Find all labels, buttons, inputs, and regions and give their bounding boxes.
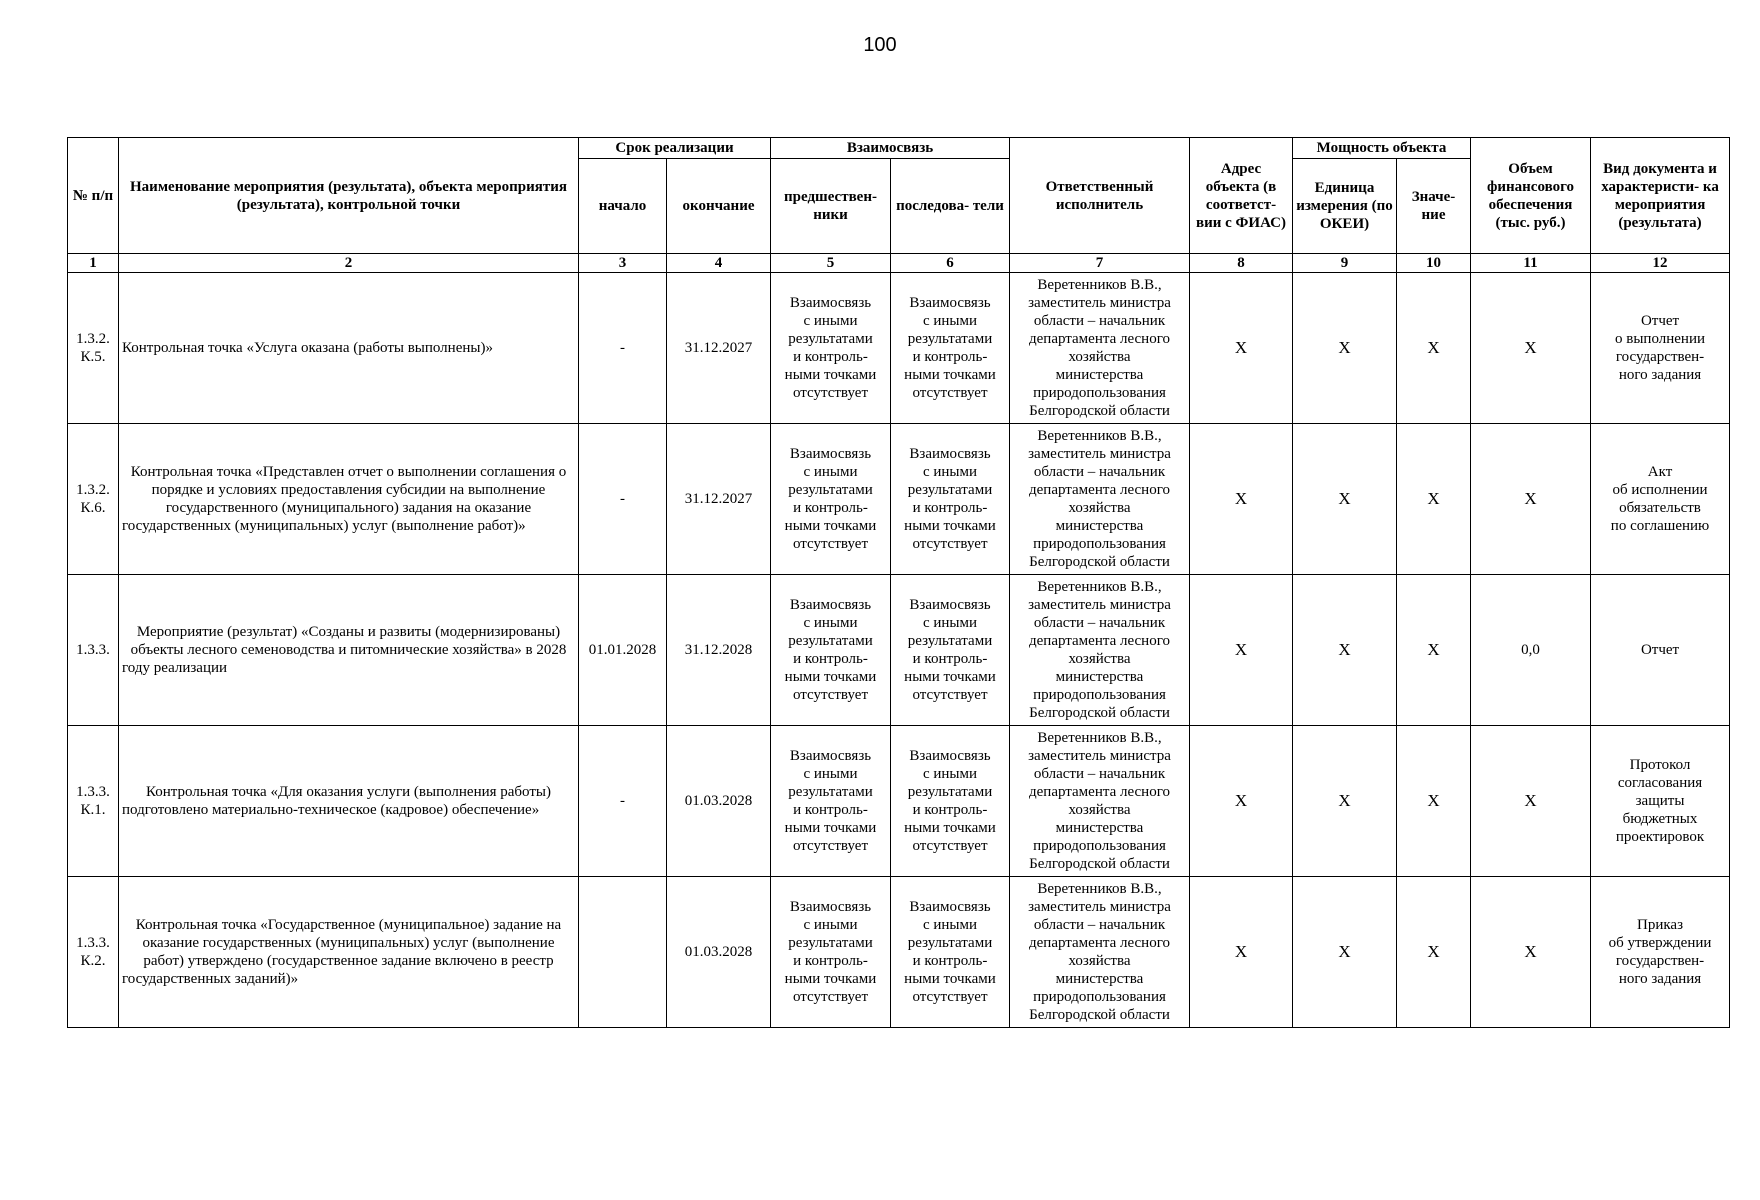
cell-name: Контрольная точка «Государственное (муниципальное) задание на оказание государственных (муниципальных) услуг (выполнение работ) утверждено (государственное задание включено в реестр государственных заданий)»	[119, 877, 579, 1028]
header-group-capacity: Мощность объекта	[1293, 138, 1471, 159]
cell-value: X	[1397, 424, 1471, 575]
cell-end: 31.12.2027	[667, 273, 771, 424]
column-number: 4	[667, 254, 771, 273]
cell-volume: X	[1471, 726, 1591, 877]
column-number: 7	[1010, 254, 1190, 273]
cell-successors: Взаимосвязь с иными результатами и контроль- ными точками отсутствует	[891, 575, 1010, 726]
cell-doc: Акт об исполнении обязательств по соглашению	[1591, 424, 1730, 575]
column-number: 10	[1397, 254, 1471, 273]
cell-volume: X	[1471, 424, 1591, 575]
cell-num: 1.3.2. К.5.	[68, 273, 119, 424]
column-number: 12	[1591, 254, 1730, 273]
table-row	[68, 575, 1730, 726]
cell-address: X	[1190, 726, 1293, 877]
cell-doc: Отчет о выполнении государствен- ного задания	[1591, 273, 1730, 424]
header-responsible: Ответственный исполнитель	[1010, 138, 1190, 254]
cell-successors: Взаимосвязь с иными результатами и контроль- ными точками отсутствует	[891, 424, 1010, 575]
cell-end: 31.12.2027	[667, 424, 771, 575]
cell-name: Контрольная точка «Услуга оказана (работы выполнены)»	[119, 273, 579, 424]
cell-doc: Отчет	[1591, 575, 1730, 726]
header-num: № п/п	[68, 138, 119, 254]
cell-predecessors: Взаимосвязь с иными результатами и контроль- ными точками отсутствует	[771, 877, 891, 1028]
cell-volume: 0,0	[1471, 575, 1591, 726]
cell-unit: X	[1293, 726, 1397, 877]
header-address: Адрес объекта (в соответст- вии с ФИАС)	[1190, 138, 1293, 254]
cell-num: 1.3.3.	[68, 575, 119, 726]
cell-unit: X	[1293, 575, 1397, 726]
header-start: начало	[579, 159, 667, 254]
cell-start	[579, 877, 667, 1028]
column-number: 8	[1190, 254, 1293, 273]
cell-name: Мероприятие (результат) «Созданы и развиты (модернизированы) объекты лесного семеноводства и питомнические хозяйства» в 2028 году реализации	[119, 575, 579, 726]
cell-start: 01.01.2028	[579, 575, 667, 726]
cell-num: 1.3.2. К.6.	[68, 424, 119, 575]
cell-successors: Взаимосвязь с иными результатами и контроль- ными точками отсутствует	[891, 877, 1010, 1028]
table-row	[68, 726, 1730, 877]
cell-address: X	[1190, 273, 1293, 424]
cell-end: 31.12.2028	[667, 575, 771, 726]
column-number: 2	[119, 254, 579, 273]
plan-table	[67, 137, 1730, 1028]
cell-unit: X	[1293, 424, 1397, 575]
cell-doc: Приказ об утверждении государствен- ного задания	[1591, 877, 1730, 1028]
cell-unit: X	[1293, 273, 1397, 424]
cell-start: -	[579, 424, 667, 575]
header-name: Наименование мероприятия (результата), объекта мероприятия (результата), контрольной точки	[119, 138, 579, 254]
cell-predecessors: Взаимосвязь с иными результатами и контроль- ными точками отсутствует	[771, 575, 891, 726]
cell-name: Контрольная точка «Для оказания услуги (выполнения работы) подготовлено материально-техническое (кадровое) обеспечение»	[119, 726, 579, 877]
cell-num: 1.3.3. К.2.	[68, 877, 119, 1028]
cell-responsible: Веретенников В.В., заместитель министра области – начальник департамента лесного хозяйства министерства природопользования Белгородской области	[1010, 575, 1190, 726]
header-volume: Объем финансового обеспечения (тыс. руб.)	[1471, 138, 1591, 254]
cell-start: -	[579, 273, 667, 424]
cell-end: 01.03.2028	[667, 877, 771, 1028]
cell-value: X	[1397, 575, 1471, 726]
header-predecessors: предшествен- ники	[771, 159, 891, 254]
header-group-link: Взаимосвязь	[771, 138, 1010, 159]
column-number: 5	[771, 254, 891, 273]
cell-num: 1.3.3. К.1.	[68, 726, 119, 877]
cell-predecessors: Взаимосвязь с иными результатами и контроль- ными точками отсутствует	[771, 726, 891, 877]
cell-doc: Протокол согласования защиты бюджетных проектировок	[1591, 726, 1730, 877]
cell-volume: X	[1471, 273, 1591, 424]
cell-responsible: Веретенников В.В., заместитель министра области – начальник департамента лесного хозяйства министерства природопользования Белгородской области	[1010, 877, 1190, 1028]
header-value: Значе- ние	[1397, 159, 1471, 254]
column-number: 11	[1471, 254, 1591, 273]
cell-value: X	[1397, 877, 1471, 1028]
cell-successors: Взаимосвязь с иными результатами и контроль- ными точками отсутствует	[891, 273, 1010, 424]
cell-predecessors: Взаимосвязь с иными результатами и контроль- ными точками отсутствует	[771, 424, 891, 575]
cell-start: -	[579, 726, 667, 877]
table-row	[68, 877, 1730, 1028]
header-unit: Единица измерения (по ОКЕИ)	[1293, 159, 1397, 254]
cell-volume: X	[1471, 877, 1591, 1028]
cell-responsible: Веретенников В.В., заместитель министра области – начальник департамента лесного хозяйства министерства природопользования Белгородской области	[1010, 726, 1190, 877]
header-group-period: Срок реализации	[579, 138, 771, 159]
table-row	[68, 273, 1730, 424]
cell-value: X	[1397, 726, 1471, 877]
cell-successors: Взаимосвязь с иными результатами и контроль- ными точками отсутствует	[891, 726, 1010, 877]
cell-responsible: Веретенников В.В., заместитель министра области – начальник департамента лесного хозяйства министерства природопользования Белгородской области	[1010, 424, 1190, 575]
cell-end: 01.03.2028	[667, 726, 771, 877]
cell-responsible: Веретенников В.В., заместитель министра области – начальник департамента лесного хозяйства министерства природопользования Белгородской области	[1010, 273, 1190, 424]
cell-value: X	[1397, 273, 1471, 424]
cell-address: X	[1190, 877, 1293, 1028]
column-number: 6	[891, 254, 1010, 273]
column-number: 3	[579, 254, 667, 273]
cell-address: X	[1190, 424, 1293, 575]
header-successors: последова- тели	[891, 159, 1010, 254]
cell-predecessors: Взаимосвязь с иными результатами и контроль- ными точками отсутствует	[771, 273, 891, 424]
column-number: 1	[68, 254, 119, 273]
cell-unit: X	[1293, 877, 1397, 1028]
table-row	[68, 424, 1730, 575]
header-end: окончание	[667, 159, 771, 254]
cell-address: X	[1190, 575, 1293, 726]
header-doc: Вид документа и характеристи- ка мероприятия (результата)	[1591, 138, 1730, 254]
column-number: 9	[1293, 254, 1397, 273]
page-number: 100	[863, 34, 897, 56]
cell-name: Контрольная точка «Представлен отчет о выполнении соглашения о порядке и условиях предоставления субсидии на выполнение государственного (муниципального) задания на оказание государственных (муниципальных) услуг (выполнение работ)»	[119, 424, 579, 575]
